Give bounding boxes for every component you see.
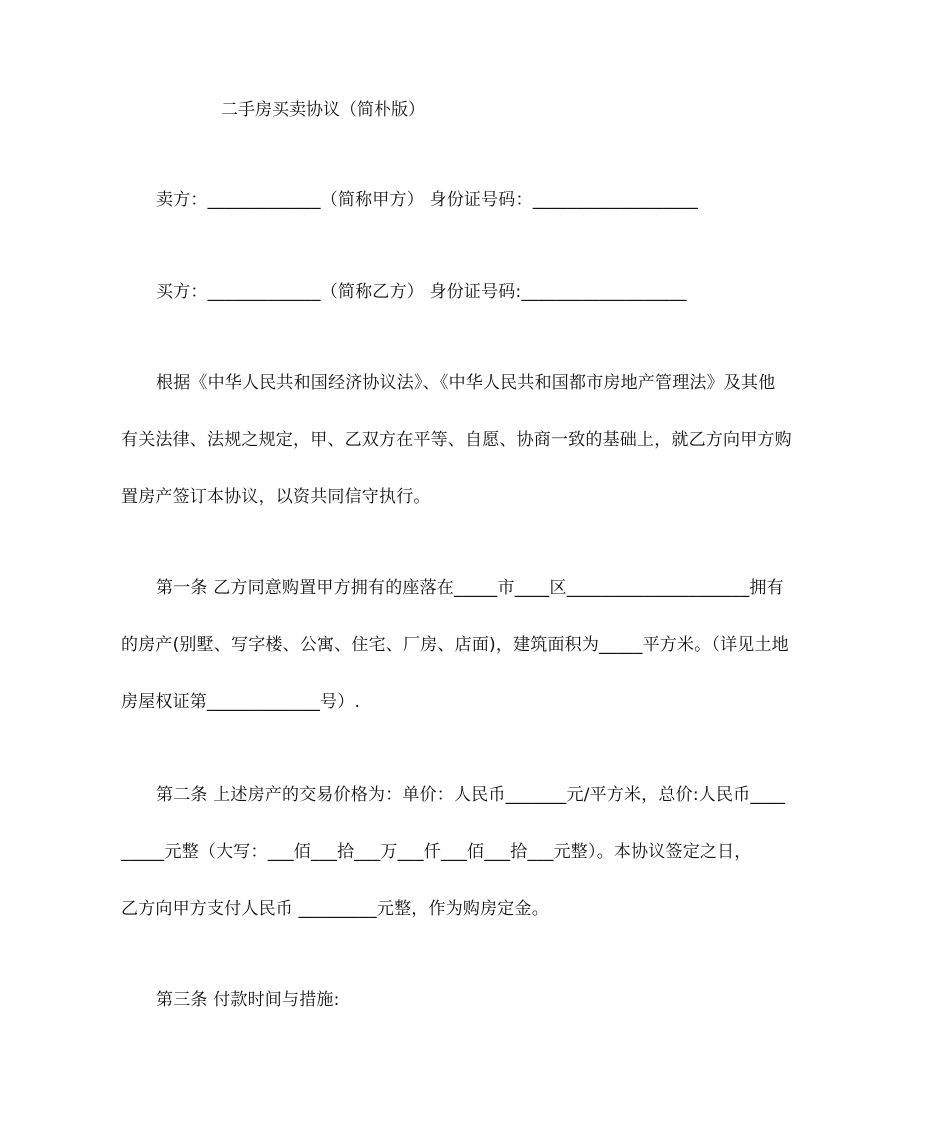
preamble-line-2: 有关法律、法规之规定，甲、乙双方在平等、自愿、协商一致的基础上，就乙方向甲方购	[121, 430, 792, 450]
document-title: 二手房买卖协议（简朴版）	[221, 100, 425, 120]
article1-line-3: 房屋权证第_____________号）.	[121, 692, 361, 712]
article2-line-3: 乙方向甲方支付人民币 _________元整，作为购房定金。	[121, 899, 549, 919]
article2-line-1: 第二条 上述房产的交易价格为：单价：人民币_______元/平方米，总价:人民币____	[156, 785, 786, 805]
preamble-line-3: 置房产签订本协议，以资共同信守执行。	[121, 487, 431, 507]
seller-line: 卖方：_____________（简称甲方） 身份证号码：___________________	[156, 190, 699, 210]
article1-line-1: 第一条 乙方同意购置甲方拥有的座落在_____市____区_____________________拥有	[156, 578, 784, 598]
article2-line-2: _____元整（大写：___佰___拾___万___仟___佰___拾___元整）。本协议签定之日，	[121, 842, 752, 862]
buyer-line: 买方：_____________（简称乙方） 身份证号码:___________________	[156, 282, 687, 302]
article1-line-2: 的房产(别墅、写字楼、公寓、住宅、厂房、店面)，建筑面积为_____平方米。（详见土地	[121, 635, 789, 655]
preamble-line-1: 根据《中华人民共和国经济协议法》、《中华人民共和国都市房地产管理法》及其他	[156, 373, 776, 393]
article3-heading: 第三条 付款时间与措施:	[156, 990, 340, 1010]
